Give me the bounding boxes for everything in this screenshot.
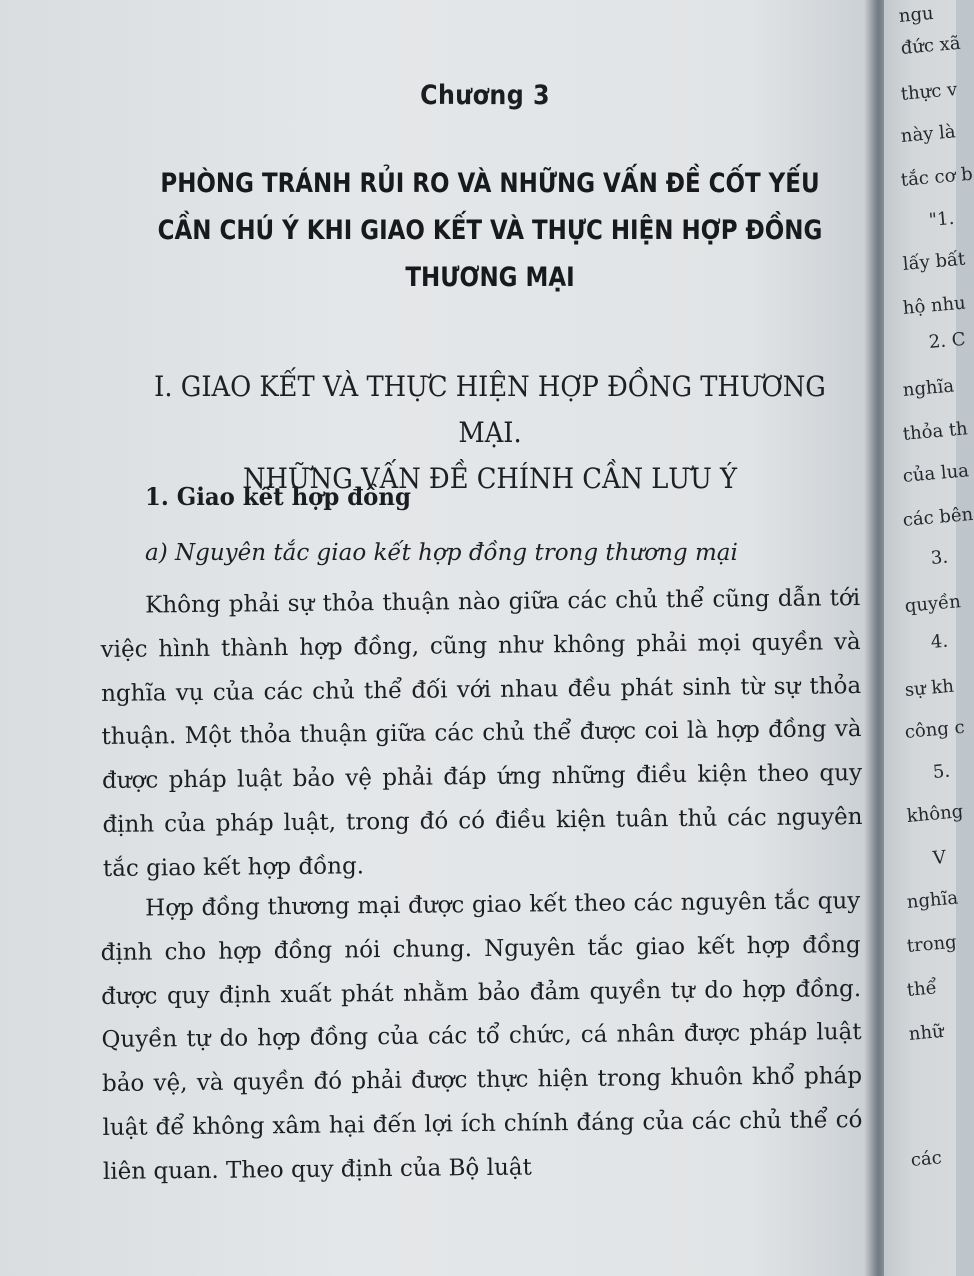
facing-fragment: ngu — [898, 2, 935, 27]
facing-fragment: 5. — [932, 760, 951, 783]
section-heading-line-2: NHỮNG VẤN ĐỀ CHÍNH CẦN LƯU Ý — [242, 462, 738, 495]
chapter-title-line-2: CẦN CHÚ Ý KHI GIAO KẾT VÀ THỰC HIỆN HỢP ĐỒNG — [157, 215, 823, 246]
facing-fragment: thể — [906, 977, 938, 1001]
facing-page — [884, 0, 974, 1276]
facing-fragment: thỏa th — [902, 418, 969, 445]
chapter-title-line-1: PHÒNG TRÁNH RỦI RO VÀ NHỮNG VẤN ĐỀ CỐT YẾU — [160, 168, 820, 199]
bleed-through-text — [90, 0, 870, 33]
paragraph-2: Hợp đồng thương mại được giao kết theo các nguyên tắc quy định cho hợp đồng nói chung. Nguyên tắc giao kết hợp đồng được quy định xuất phát nhằm bảo đảm quyền tự do hợp đồng. Quyền tự do hợp đồng của các tổ chức, cá nhân được pháp luật bảo vệ, và quyền đó phải được thực hiện trong khuôn khổ pháp luật để không xâm hại đến lợi ích chính đáng của các chủ thể có liên quan. Theo quy định của Bộ luật — [100, 888, 863, 1185]
facing-fragment: V — [932, 846, 947, 869]
facing-fragment: hộ nhu — [902, 292, 967, 319]
facing-fragment: thực v — [900, 79, 959, 105]
section-heading-line-1: I. GIAO KẾT VÀ THỰC HIỆN HỢP ĐỒNG THƯƠNG MẠI. — [154, 370, 826, 449]
facing-fragment: trong — [906, 931, 958, 957]
facing-fragment: tắc cơ b — [900, 163, 974, 191]
facing-fragment: 3. — [930, 546, 949, 569]
facing-fragment: đức xã — [900, 32, 962, 59]
facing-fragment: lấy bất — [902, 248, 967, 275]
facing-fragment: nhữ — [908, 1020, 945, 1045]
facing-fragment: của lua — [902, 460, 970, 487]
facing-fragment: các — [910, 1147, 943, 1171]
chapter-title-line-3: THƯƠNG MẠI — [405, 262, 575, 293]
facing-fragment: sự kh — [904, 675, 955, 701]
facing-fragment: này là — [900, 121, 957, 147]
facing-fragment: các bên — [902, 503, 974, 531]
facing-fragment: quyền — [904, 591, 962, 617]
facing-fragment: 4. — [930, 630, 949, 653]
facing-fragment: không — [906, 801, 965, 827]
facing-fragment: công c — [904, 716, 966, 743]
facing-fragment: 2. C — [928, 328, 967, 353]
chapter-title — [108, 160, 873, 301]
chapter-number: Chương 3 — [420, 80, 550, 111]
paragraph-1: Không phải sự thỏa thuận nào giữa các chủ thể cũng dẫn tới việc hình thành hợp đồng, cũng như không phải mọi quyền và nghĩa vụ của các chủ thể đối với nhau đều phát sinh từ sự thỏa thuận. Một thỏa thuận giữa các chủ thể được coi là hợp đồng và được pháp luật bảo vệ phải đáp ứng những điều kiện theo quy định của pháp luật, trong đó có điều kiện tuân thủ các nguyên tắc giao kết hợp đồng. — [100, 585, 863, 882]
subsection-item-a: a) Nguyên tắc giao kết hợp đồng trong thương mại — [145, 540, 738, 566]
facing-fragment: nghĩa — [902, 375, 955, 401]
facing-fragment: "1. — [928, 207, 956, 231]
subsection-title: 1. Giao kết hợp đồng — [145, 482, 411, 511]
facing-fragment: nghĩa — [906, 887, 959, 913]
